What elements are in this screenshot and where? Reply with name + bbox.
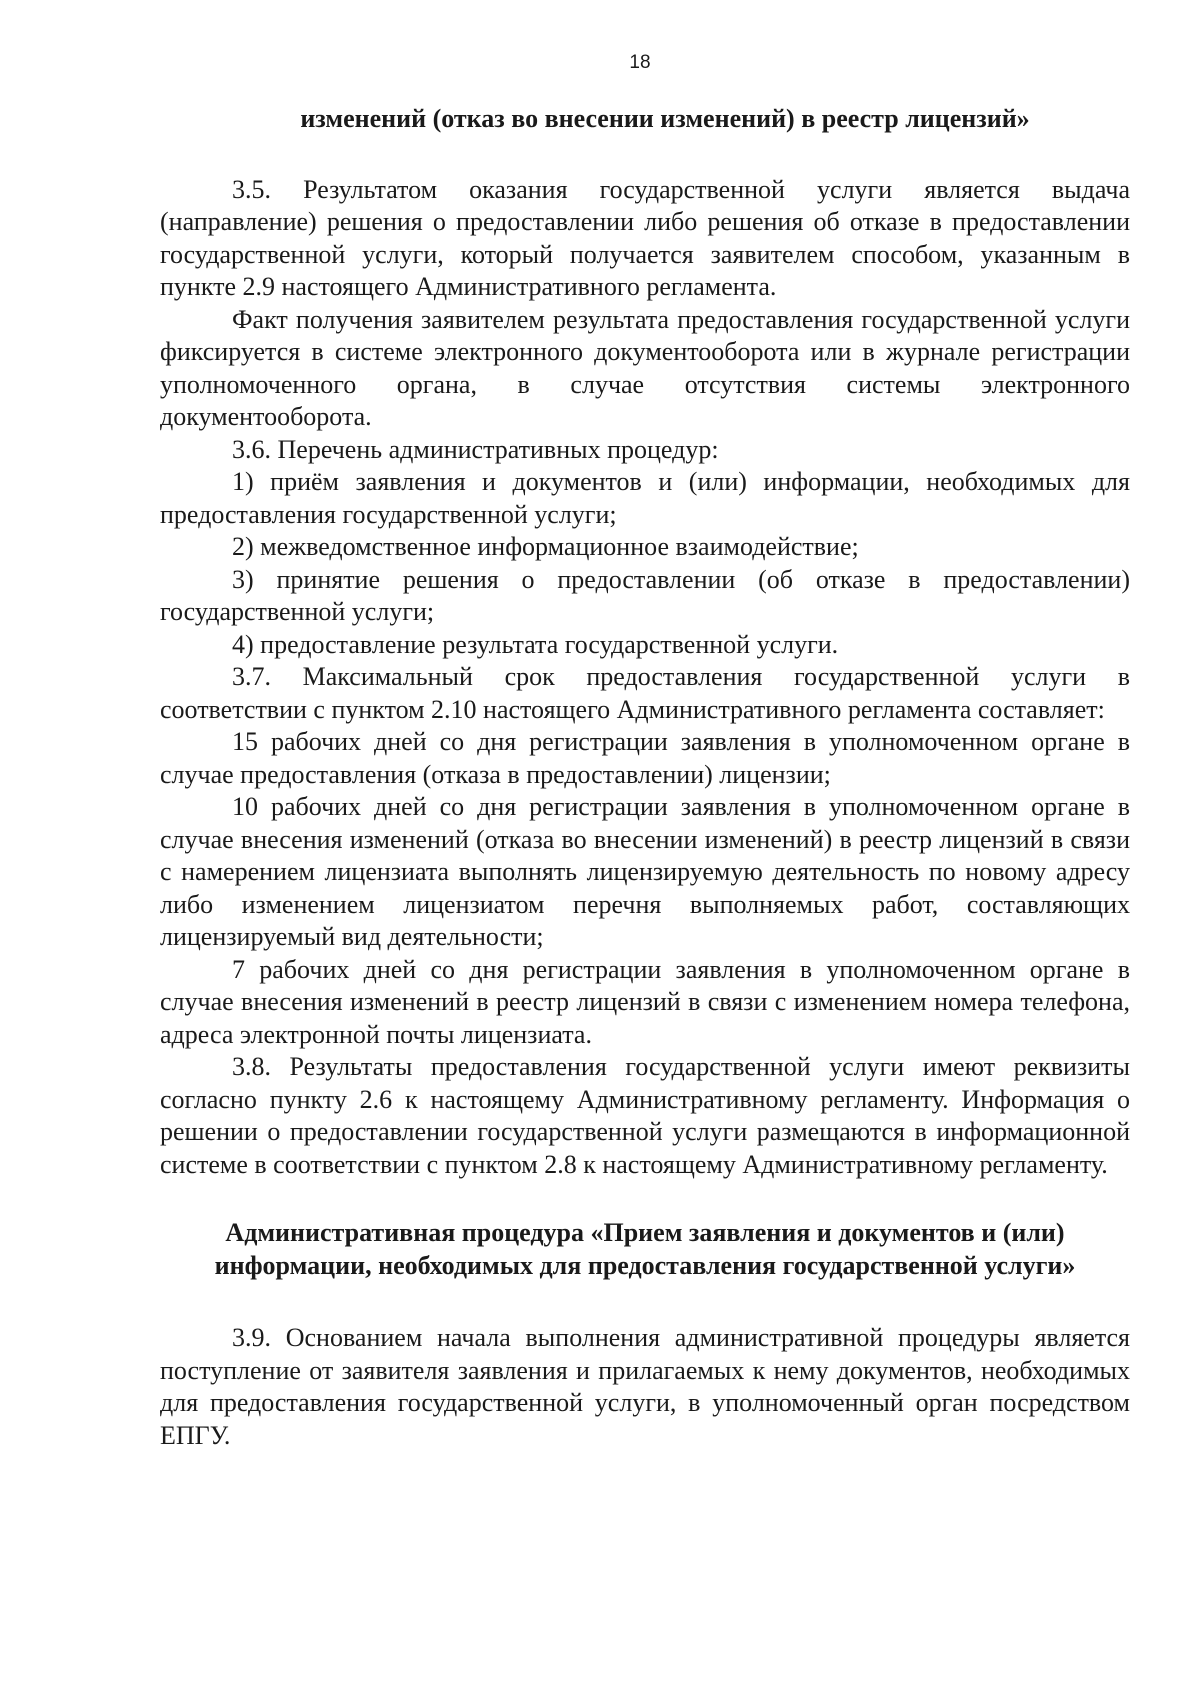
section-heading-line-1: Административная процедура «Прием заявления и документов и (или) bbox=[225, 1218, 1065, 1247]
paragraph-3-8: 3.8. Результаты предоставления государственной услуги имеют реквизиты согласно пункту 2.6 к настоящему Административному регламенту. Информация о решении о предоставлении государственной услуги размещаются в информационной системе в соответствии с пунктом 2.8 к настоящему Административному регламенту. bbox=[160, 1052, 1130, 1179]
section-heading-line-2: информации, необходимых для предоставления государственной услуги» bbox=[214, 1250, 1076, 1280]
paragraph-3-6: 3.6. Перечень административных процедур: bbox=[232, 434, 719, 464]
heading-continuation: изменений (отказ во внесении изменений) в реестр лицензий» bbox=[300, 104, 1030, 133]
paragraph-15-days: 15 рабочих дней со дня регистрации заявления в уполномоченном органе в случае предоставления (отказа в предоставлении) лицензии; bbox=[160, 727, 1130, 789]
section-heading bbox=[160, 1217, 1130, 1282]
list-item-3: 3) принятие решения о предоставлении (об отказе в предоставлении) государственной услуги; bbox=[160, 564, 1130, 626]
paragraph-fact: Факт получения заявителем результата предоставления государственной услуги фиксируется в системе электронного документооборота или в журнале регистрации уполномоченного органа, в случае отсутствия системы электронного документооборота. bbox=[160, 304, 1130, 431]
paragraph-3-7: 3.7. Максимальный срок предоставления государственной услуги в соответствии с пунктом 2.10 настоящего Административного регламента составляет: bbox=[160, 662, 1130, 724]
document-body bbox=[160, 103, 1130, 1452]
list-item-1: 1) приём заявления и документов и (или) информации, необходимых для предоставления государственной услуги; bbox=[160, 467, 1130, 529]
paragraph-3-5: 3.5. Результатом оказания государственной услуги является выдача (направление) решения о предоставлении либо решения об отказе в предоставлении государственной услуги, который получается заявителем способом, указанным в пункте 2.9 настоящего Административного регламента. bbox=[160, 174, 1130, 301]
list-item-2: 2) межведомственное информационное взаимодействие; bbox=[232, 532, 859, 561]
paragraph-7-days: 7 рабочих дней со дня регистрации заявления в уполномоченном органе в случае внесения изменений в реестр лицензий в связи с изменением номера телефона, адреса электронной почты лицензиата. bbox=[160, 954, 1130, 1049]
paragraph-10-days: 10 рабочих дней со дня регистрации заявления в уполномоченном органе в случае внесения изменений (отказа во внесении изменений) в реестр лицензий в связи с намерением лицензиата выполнять лицензируемую деятельность по новому адресу либо изменением лицензиатом перечня выполняемых работ, составляющих лицензируемый вид деятельности; bbox=[160, 792, 1130, 951]
page-number: 18 bbox=[629, 52, 651, 73]
paragraph-3-9: 3.9. Основанием начала выполнения административной процедуры является поступление от заявителя заявления и прилагаемых к нему документов, необходимых для предоставления государственной услуги, в уполномоченный орган посредством ЕПГУ. bbox=[160, 1323, 1130, 1450]
list-item-4: 4) предоставление результата государственной услуги. bbox=[232, 629, 839, 659]
